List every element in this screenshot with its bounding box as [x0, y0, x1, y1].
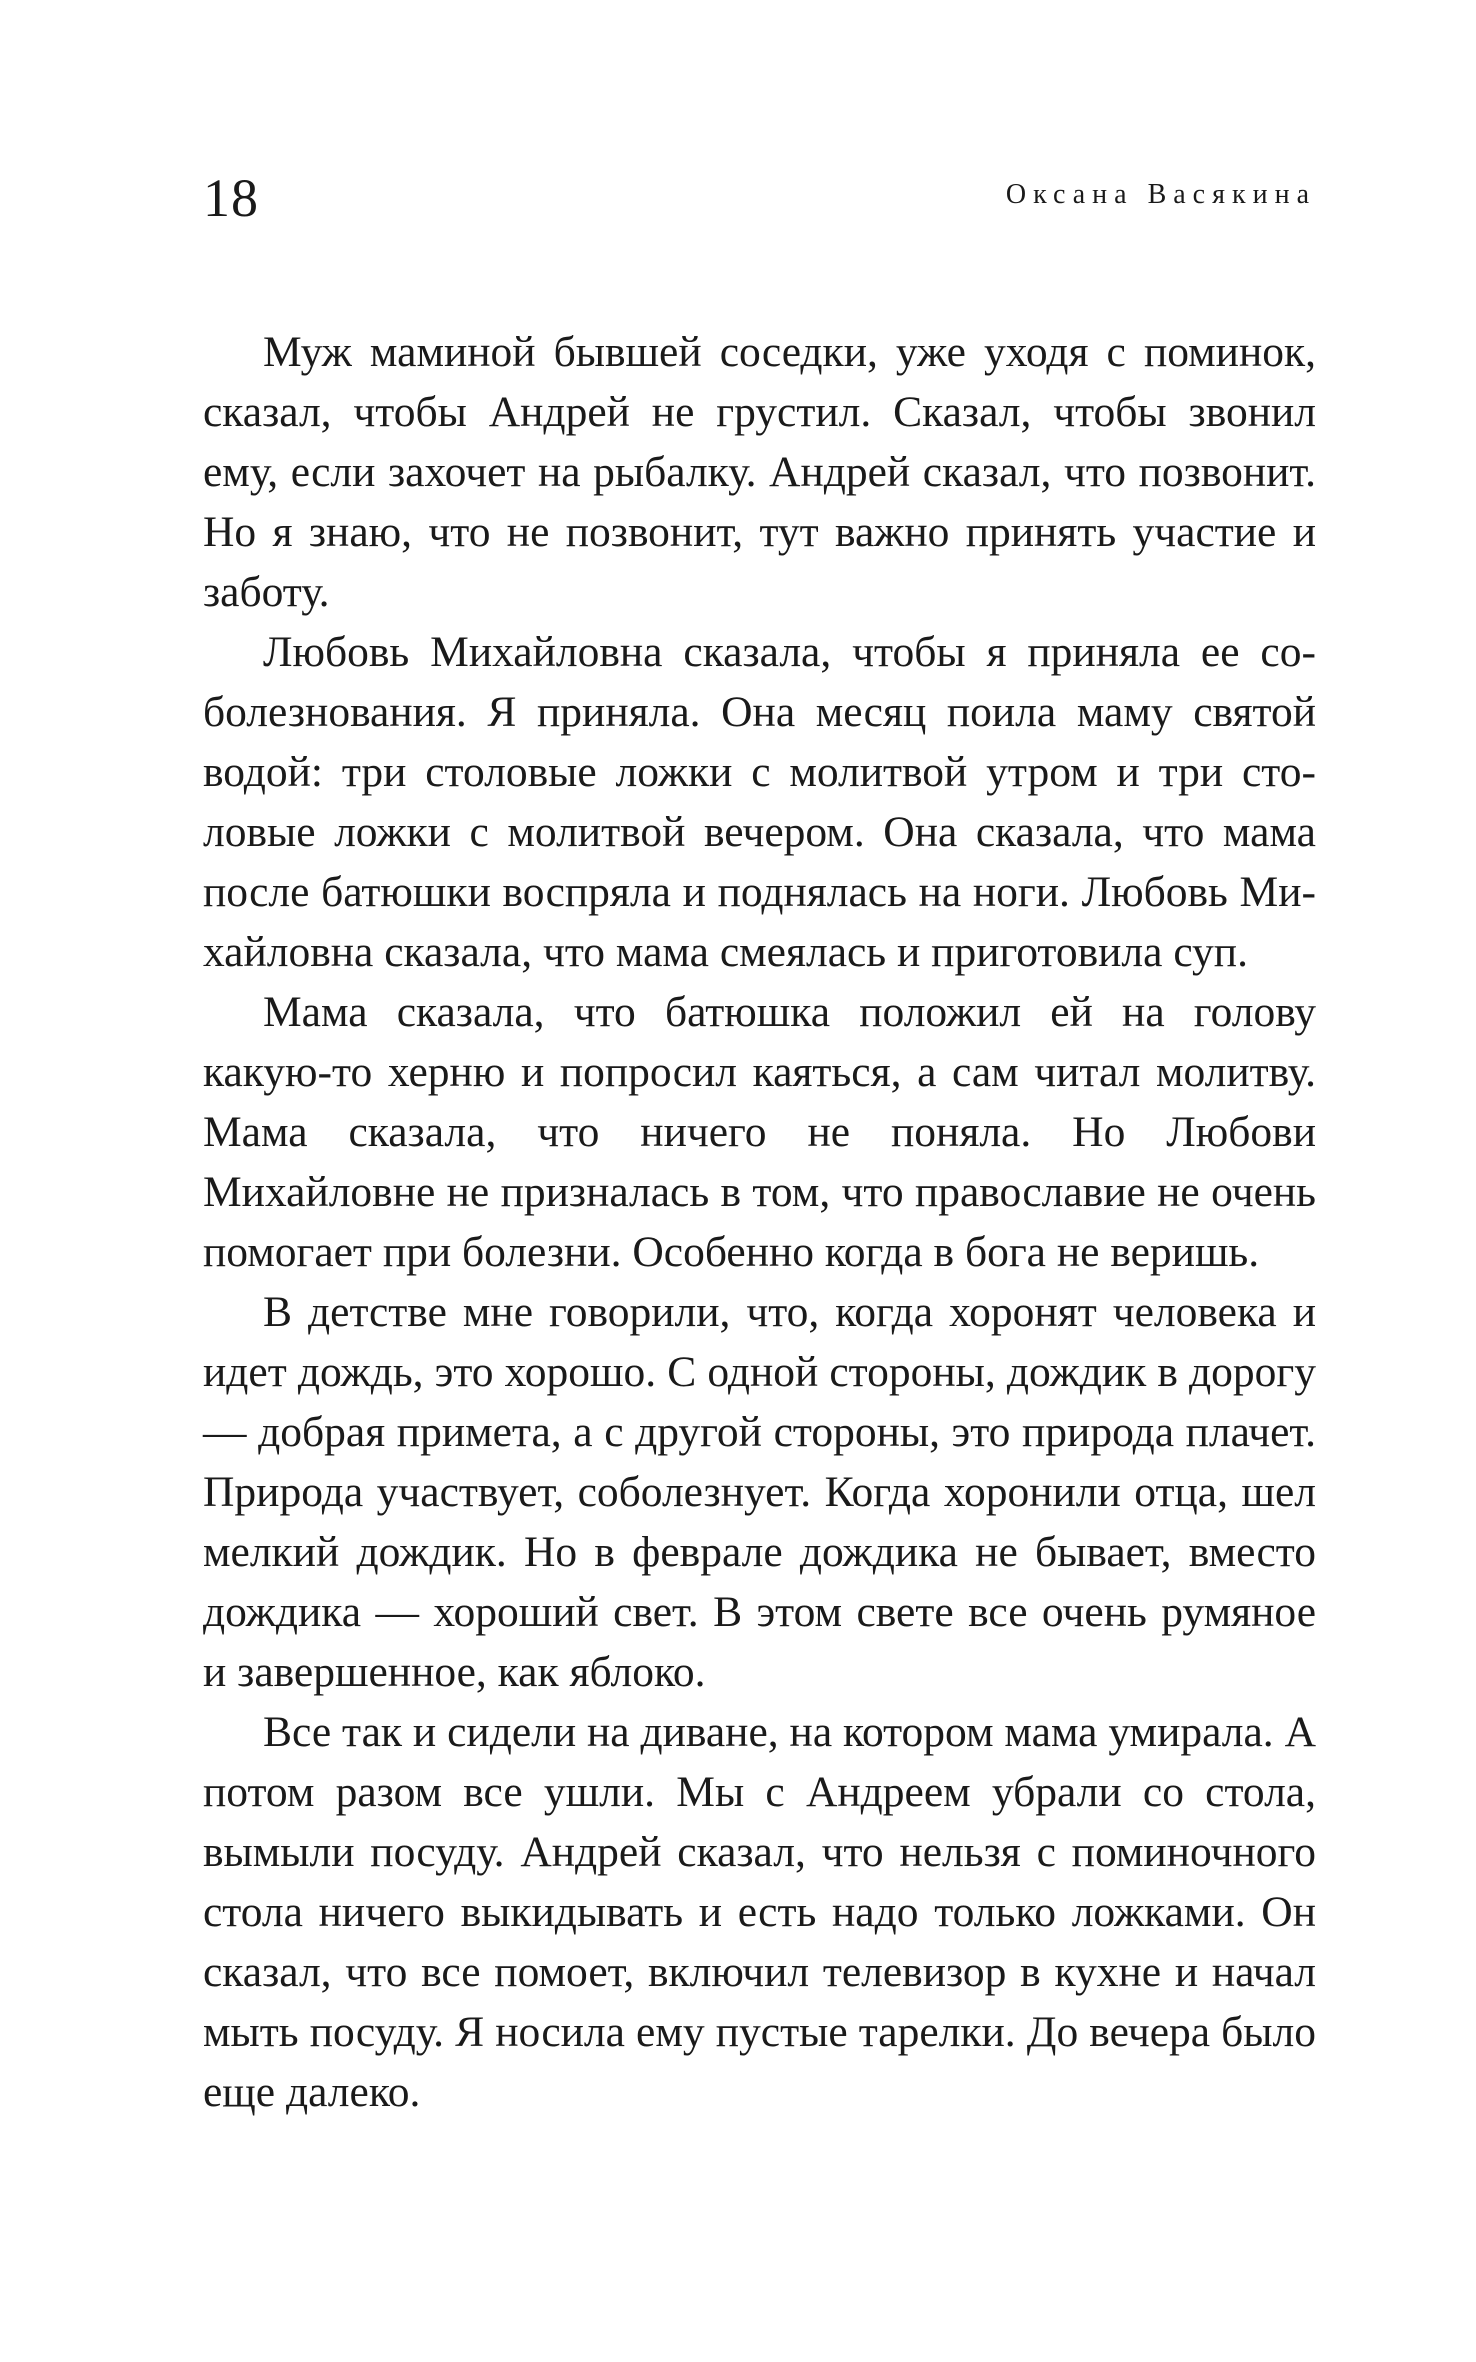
running-head-author: Оксана Васякина [1005, 179, 1316, 210]
paragraph-3: Мама сказала, что батюшка положил ей на голову какую-то херню и попросил каяться, а сам читал молитву. Мама сказала, что ничего не поняла. Но Любови Михайловне не призналась в том, что православие не очень помогает при болезни. Особенно когда в бога не веришь. [203, 988, 1316, 1276]
paragraph-4: В детстве мне говорили, что, когда хоронят человека и идет дождь, это хорошо. С одной стороны, дождик в дорогу — добрая примета, а с другой стороны, это природа плачет. Природа участвует, соболезнует. Когда хоронили отца, шел мелкий дождик. Но в феврале дождика не бывает, вместо дождика — хороший свет. В этом свете все очень румяное и завершенное, как яблоко. [203, 1288, 1316, 1696]
paragraph-2: Любовь Михайловна сказала, чтобы я приняла ее соболезнования. Я приняла. Она месяц поила маму святой водой: три столовые ложки с молитвой утром и три столовые ложки с молитвой вечером. Она сказала, что мама после батюшки воспряла и поднялась на ноги. Любовь Михайловна сказала, что мама смеялась и приготовила суп. [203, 628, 1316, 976]
paragraph-5: Все так и сидели на диване, на котором мама умирала. А потом разом все ушли. Мы с Андреем убрали со стола, вымыли посуду. Андрей сказал, что нельзя с поминочного стола ничего выкидывать и есть надо только ложками. Он сказал, что все помоет, включил телевизор в кухне и начал мыть посуду. Я носила ему пустые тарелки. До вечера было еще далеко. [203, 1708, 1316, 2116]
body-text [203, 322, 1316, 2122]
page-number: 18 [203, 168, 259, 228]
paragraph-1: Муж маминой бывшей соседки, уже уходя с поминок, сказал, чтобы Андрей не грустил. Сказал, чтобы звонил ему, если захочет на рыбалку. Андрей сказал, что позвонит. Но я знаю, что не позвонит, тут важно принять участие и заботу. [203, 328, 1316, 616]
